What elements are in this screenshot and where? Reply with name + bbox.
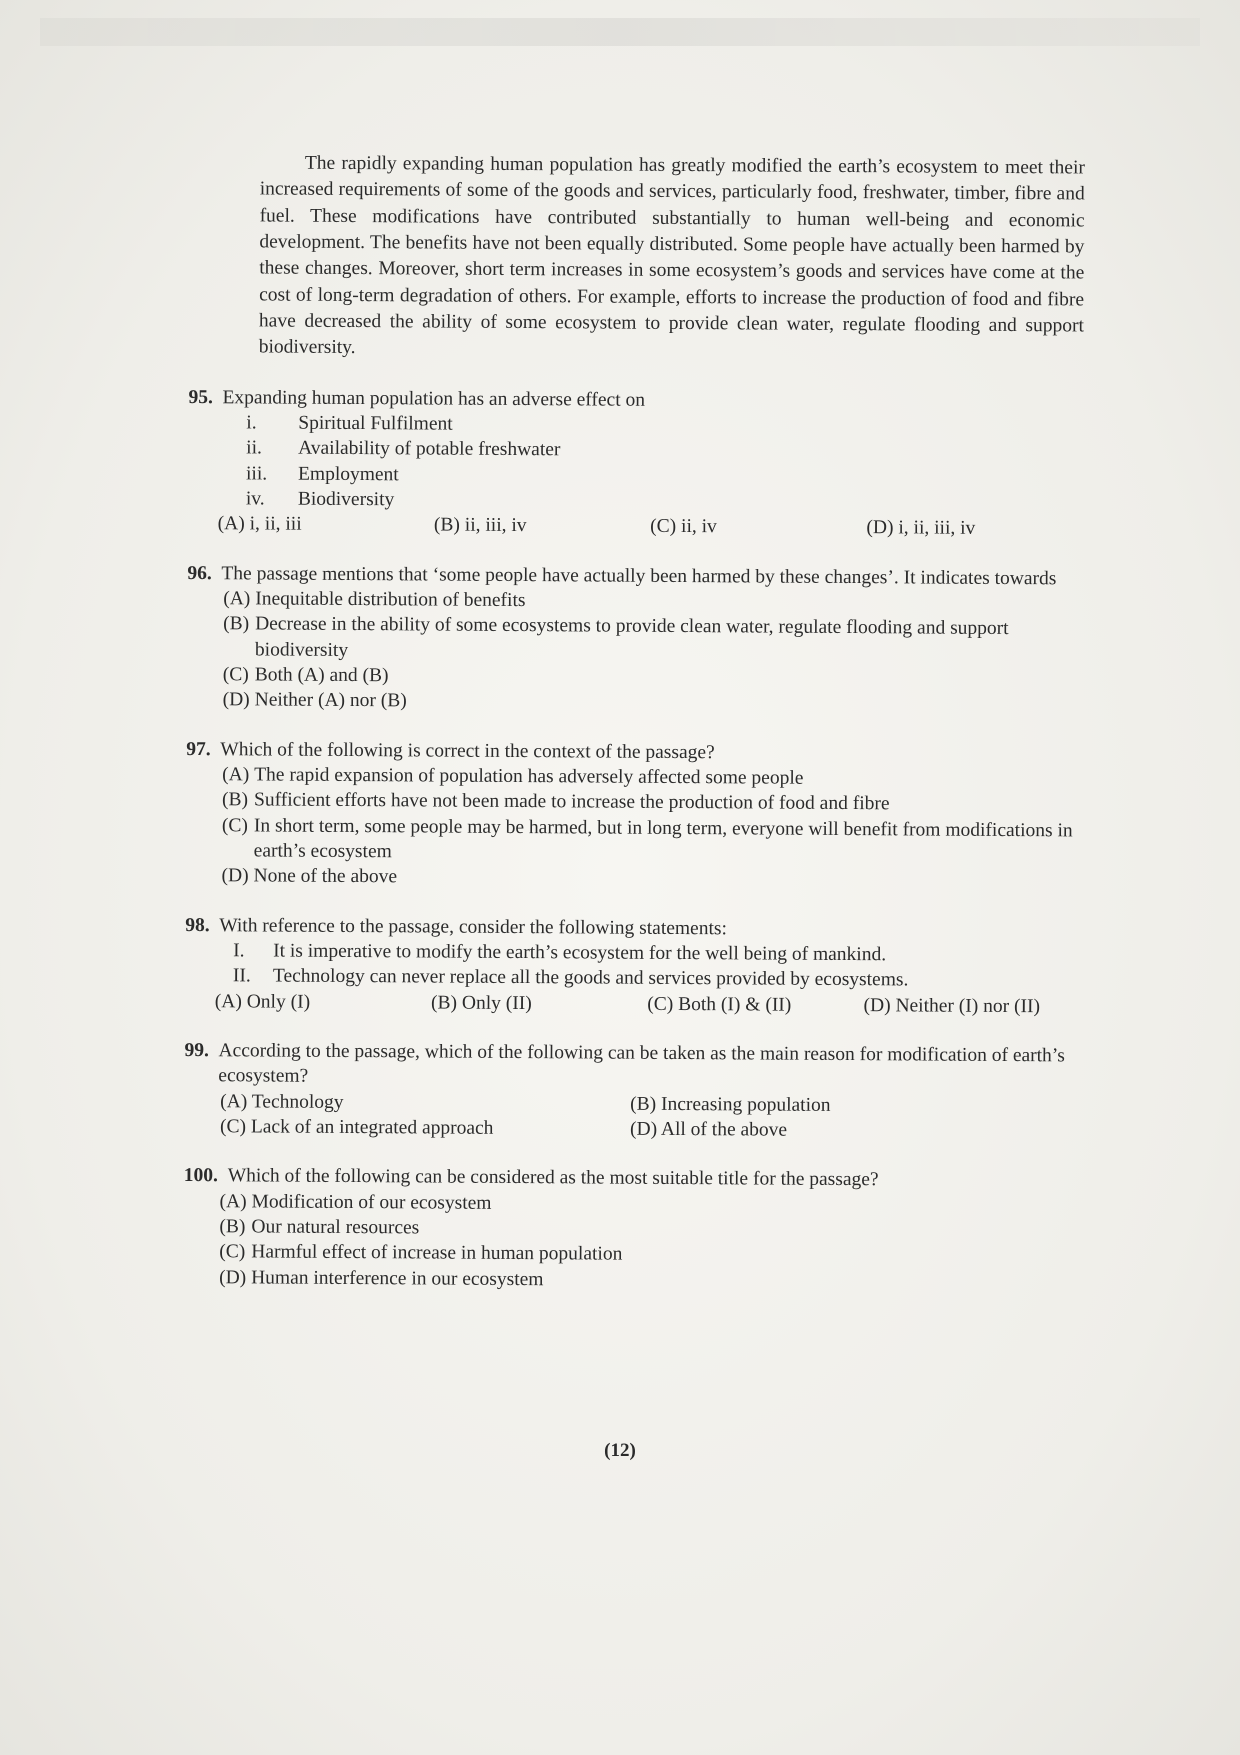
statement-numeral: i.	[246, 412, 257, 434]
option-a[interactable]: (A) Modification of our ecosystem	[219, 1190, 492, 1214]
reading-passage	[189, 150, 1085, 366]
page-number: (12)	[604, 1440, 636, 1461]
question-text: Which of the following can be considered as the most suitable title for the passage?	[227, 1165, 879, 1191]
answer-options	[218, 511, 1083, 542]
option-b[interactable]: (B) ii, iii, iv	[433, 514, 527, 537]
question-text: Which of the following is correct in the context of the passage?	[220, 738, 715, 763]
option-a[interactable]: (A) Only (I)	[214, 990, 311, 1013]
option-a[interactable]: (A) Inequitable distribution of benefits	[223, 588, 526, 611]
statement-numeral: I.	[233, 940, 245, 962]
option-b[interactable]: (B) Sufficient efforts have not been made to increase the production of food and fibre	[221, 789, 890, 815]
question-number: 99.	[184, 1040, 209, 1062]
statement-text: Employment	[297, 463, 399, 485]
option-c[interactable]: (C) Harmful effect of increase in human population	[219, 1241, 623, 1266]
question-text: The passage mentions that ‘some people have actually been harmed by these changes’. It indicates towards	[221, 562, 1057, 589]
question-text: With reference to the passage, consider the following statements:	[219, 914, 727, 939]
answer-options	[221, 762, 1081, 894]
option-d[interactable]: (D) Neither (I) nor (II)	[863, 994, 1041, 1017]
scan-shadow	[40, 18, 1200, 46]
question-96	[187, 561, 1083, 719]
option-d[interactable]: (D) i, ii, iii, iv	[866, 517, 976, 540]
statement-numeral: iii.	[245, 462, 268, 485]
question-number: 100.	[183, 1165, 218, 1187]
statement-text: Biodiversity	[297, 488, 395, 511]
question-text: Expanding human population has an adverse effect on	[222, 386, 646, 411]
option-a[interactable]: (A) Technology	[220, 1090, 344, 1113]
statement-numeral: II.	[232, 965, 251, 987]
answer-options	[215, 989, 1080, 1020]
option-b[interactable]: (B) Decrease in the ability of some ecosystems to provide clean water, regulate flooding and support biodiversity	[223, 613, 1009, 661]
statement-text: Spiritual Fulfilment	[298, 412, 453, 435]
option-a[interactable]: (A) The rapid expansion of population has adversely affected some people	[222, 764, 804, 789]
answer-options	[219, 1189, 1079, 1296]
statement-numeral: ii.	[246, 437, 262, 459]
option-d[interactable]: (D) None of the above	[221, 865, 398, 888]
option-b[interactable]: (B) Increasing population	[630, 1093, 831, 1116]
option-d[interactable]: (D) Neither (A) nor (B)	[222, 689, 407, 712]
question-text: According to the passage, which of the following can be taken as the main reason for modification of earth’s ecosystem?	[218, 1040, 1065, 1088]
option-b[interactable]: (B) Our natural resources	[219, 1216, 420, 1239]
statement-numeral: iv.	[245, 488, 265, 510]
exam-content	[183, 150, 1085, 1296]
question-number: 97.	[186, 738, 211, 760]
option-a[interactable]: (A) i, ii, iii	[217, 513, 302, 535]
question-number: 96.	[187, 562, 212, 584]
statement-text: Availability of potable freshwater	[298, 437, 561, 461]
option-c[interactable]: (C) In short term, some people may be harmed, but in long term, everyone will benefit from modifications in earth’s ecosystem	[221, 814, 1073, 863]
question-99	[184, 1038, 1080, 1145]
question-100	[183, 1163, 1079, 1295]
option-c[interactable]: (C) Lack of an integrated approach	[219, 1116, 494, 1139]
answer-options	[223, 586, 1083, 718]
option-d[interactable]: (D) All of the above	[629, 1118, 788, 1141]
option-c[interactable]: (C) ii, iv	[650, 516, 717, 538]
statement-list	[233, 938, 1080, 994]
question-97	[185, 737, 1081, 895]
option-c[interactable]: (C) Both (A) and (B)	[222, 664, 389, 687]
question-number: 98.	[185, 914, 210, 936]
statement-text: It is imperative to modify the earth’s ecosystem for the well being of mankind.	[273, 940, 887, 966]
option-b[interactable]: (B) Only (II)	[430, 992, 532, 1014]
statement-text: Technology can never replace all the goods and services provided by ecosystems.	[272, 965, 909, 991]
question-number: 95.	[188, 386, 213, 408]
question-95	[188, 384, 1084, 542]
answer-options	[220, 1089, 1079, 1145]
question-98	[185, 913, 1081, 1020]
option-d[interactable]: (D) Human interference in our ecosystem	[219, 1267, 544, 1290]
statement-list	[246, 410, 1084, 516]
passage-text: The rapidly expanding human population has greatly modified the earth’s ecosystem to meet their increased requirements of some of the goods and services, particularly food, freshwater, timber, fibre and fuel. These modifications have contributed substantially to human well-being and economic development. The benefits have not been equally distributed. Some people have actually been harmed by these changes. Moreover, short term increases in some ecosystem’s goods and services have come at the cost of long-term degradation of others. For example, efforts to increase the production of food and fibre have decreased the ability of some ecosystem to provide clean water, regulate flooding and support biodiversity.	[258, 152, 1085, 359]
option-c[interactable]: (C) Both (I) & (II)	[647, 993, 792, 1016]
